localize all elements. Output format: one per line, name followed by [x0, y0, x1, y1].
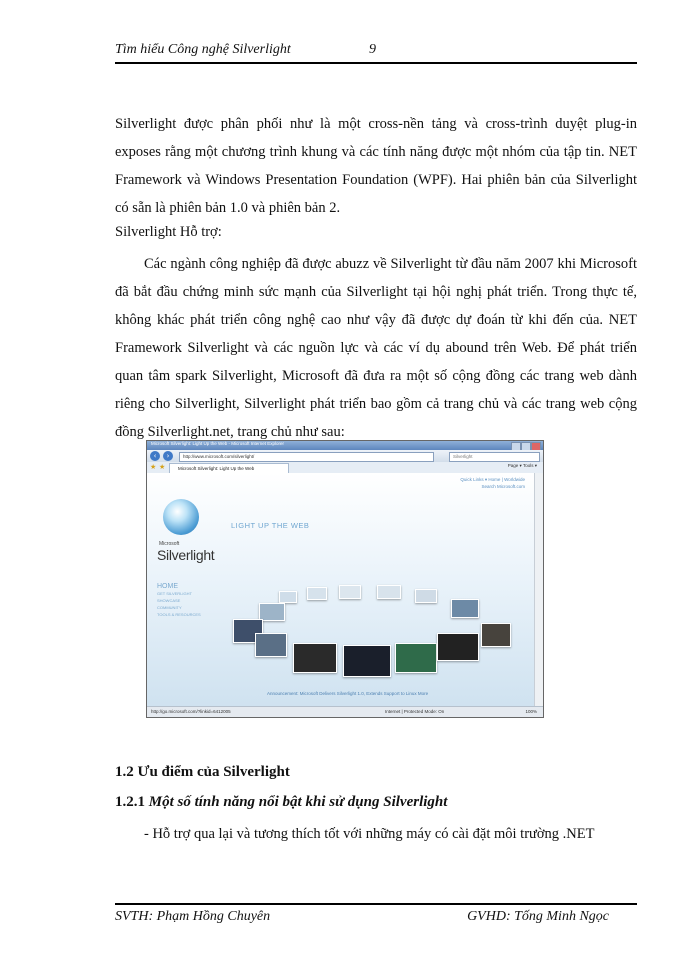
brand-name: Silverlight: [157, 547, 215, 563]
url-field: http://www.microsoft.com/silverlight/: [179, 452, 434, 462]
showcase-card: [343, 645, 391, 677]
page-number: 9: [369, 42, 376, 57]
menu-item: SHOWCASE: [157, 598, 181, 603]
page-footer: [115, 903, 637, 925]
footer-instructor: GVHD: Tống Minh Ngọc: [467, 909, 609, 924]
paragraph-industry: Các ngành công nghiệp đã được abuzz về Silverlight từ đầu năm 2007 khi Microsoft đã bắt đầu chứng minh sức mạnh của Silverlight tại hội nghị phát triển. Trong thực tế, không khác phát triển công nghệ cao như vậy đã được dự đoán từ khi đến của. NET Framework Silverlight và các nguồn lực và các ví dụ abound trên Web. Để phát triển quan tâm spark Silverlight, Microsoft đã đưa ra một số cộng đồng các trang web dành riêng cho Silverlight, Silverlight phát triển bao gồm cả trang chủ và các trang web cộng đồng Silverlight.net, trang chủ như sau:: [115, 256, 637, 440]
showcase-card: [339, 585, 361, 599]
browser-tab: Microsoft Silverlight: Light Up the Web: [169, 463, 289, 474]
browser-window-title: Microsoft Silverlight: Light Up the Web - Microsoft Internet Explorer: [151, 441, 284, 446]
showcase-card: [307, 587, 327, 600]
site-quick-links: Quick Links ▾ Home | Worldwide: [460, 477, 525, 482]
showcase-card: [279, 591, 297, 603]
showcase-card: [437, 633, 479, 661]
status-url: http://go.microsoft.com/?linkid=6412005: [151, 709, 231, 714]
bullet-item: - Hỗ trợ qua lại và tương thích tốt với những máy có cài đặt môi trường .NET: [144, 826, 595, 842]
tagline: LIGHT UP THE WEB: [231, 521, 310, 530]
showcase-card: [377, 585, 401, 599]
favorites-star-icon: ★: [150, 463, 157, 471]
site-search-label: Search Microsoft.com: [481, 484, 525, 489]
announcement-text: Announcement: Microsoft Delivers Silverlight 1.0, Extends Support to Linux More: [267, 691, 429, 696]
showcase-card: [415, 589, 437, 603]
showcase-card: [293, 643, 337, 673]
paragraph-intro: Silverlight được phân phối như là một cross-nền tảng và cross-trình duyệt plug-in exposes rằng một chương trình khung và các tính năng được một nhóm của tập tin. NET Framework và Windows Presentation Foundation (WPF). Hai phiên bản của Silverlight có sẵn là phiên bản 1.0 và phiên bản 2.: [115, 116, 637, 216]
silverlight-homepage: [147, 473, 535, 707]
silverlight-logo-icon: [163, 499, 199, 535]
vertical-scrollbar: [534, 473, 543, 707]
browser-tools-menu: Page ▾ Tools ▾: [507, 463, 537, 468]
address-bar: [147, 450, 543, 462]
paragraph-support: Silverlight Hỗ trợ:: [115, 224, 222, 240]
browser-titlebar: [147, 441, 543, 450]
showcase-card: [255, 633, 287, 657]
site-top-links: [460, 476, 525, 490]
status-zone: Internet | Protected Mode: On: [385, 709, 445, 714]
subsection-number: 1.2.1: [115, 794, 145, 810]
zoom-level: 100%: [525, 709, 537, 714]
subsection-title: Một số tính năng nổi bật khi sử dụng Silverlight: [148, 794, 448, 810]
menu-home: HOME: [157, 583, 178, 590]
subsection-heading: [115, 794, 447, 811]
showcase-card: [451, 599, 479, 618]
showcase-card: [481, 623, 511, 647]
showcase-card: [395, 643, 437, 673]
menu-item: GET SILVERLIGHT: [157, 591, 192, 596]
menu-item: TOOLS & RESOURCES: [157, 612, 201, 617]
forward-icon: ›: [163, 451, 173, 461]
brand-prefix: Microsoft: [159, 541, 180, 547]
footer-student: SVTH: Phạm Hồng Chuyên: [115, 909, 271, 924]
section-heading: 1.2 Ưu điểm của Silverlight: [115, 764, 290, 780]
menu-item: COMMUNITY: [157, 605, 182, 610]
add-favorite-icon: ★: [159, 463, 166, 471]
page-header: [115, 40, 637, 64]
header-title: Tìm hiểu Công nghệ Silverlight: [115, 42, 291, 57]
site-menu: [157, 583, 201, 618]
browser-search-field: Silverlight: [449, 452, 540, 462]
browser-screenshot: [146, 440, 544, 718]
browser-statusbar: [147, 706, 543, 717]
back-icon: ‹: [150, 451, 160, 461]
